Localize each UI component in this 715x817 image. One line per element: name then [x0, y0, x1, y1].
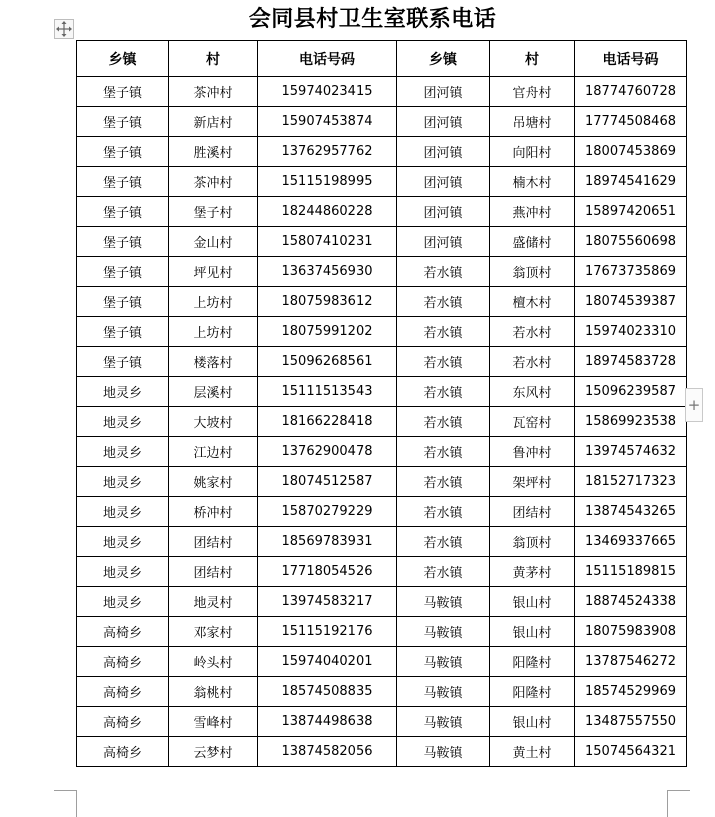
cell-phone: 17718054526: [258, 557, 397, 587]
page-margin-corner-left: [54, 790, 77, 817]
cell-village: 地灵村: [169, 587, 258, 617]
cell-township: 地灵乡: [77, 437, 169, 467]
cell-township: 马鞍镇: [397, 737, 490, 767]
cell-township: 堡子镇: [77, 227, 169, 257]
cell-village: 黄茅村: [490, 557, 575, 587]
header-village: 村: [169, 41, 258, 77]
cell-village: 银山村: [490, 617, 575, 647]
cell-phone: 15897420651: [575, 197, 687, 227]
cell-village: 若水村: [490, 317, 575, 347]
cell-village: 雪峰村: [169, 707, 258, 737]
cell-village: 翁桃村: [169, 677, 258, 707]
cell-village: 云梦村: [169, 737, 258, 767]
cell-township: 若水镇: [397, 347, 490, 377]
cell-township: 团河镇: [397, 227, 490, 257]
cell-phone: 15115192176: [258, 617, 397, 647]
table-row: [77, 467, 687, 497]
cell-village: 邓家村: [169, 617, 258, 647]
header-township: 乡镇: [397, 41, 490, 77]
cell-village: 若水村: [490, 347, 575, 377]
cell-phone: 13874582056: [258, 737, 397, 767]
table-row: [77, 227, 687, 257]
table-row: [77, 287, 687, 317]
cell-phone: 13874498638: [258, 707, 397, 737]
cell-township: 堡子镇: [77, 167, 169, 197]
cell-village: 大坡村: [169, 407, 258, 437]
cell-phone: 18569783931: [258, 527, 397, 557]
cell-phone: 18074512587: [258, 467, 397, 497]
cell-village: 胜溪村: [169, 137, 258, 167]
table-row: [77, 527, 687, 557]
cell-phone: 18007453869: [575, 137, 687, 167]
cell-phone: 17774508468: [575, 107, 687, 137]
cell-township: 堡子镇: [77, 107, 169, 137]
cell-village: 瓦窑村: [490, 407, 575, 437]
contact-table: [76, 40, 687, 767]
table-row: [77, 347, 687, 377]
table-row: [77, 557, 687, 587]
cell-phone: 15870279229: [258, 497, 397, 527]
cell-phone: 15096268561: [258, 347, 397, 377]
table-row: [77, 737, 687, 767]
cell-phone: 18574529969: [575, 677, 687, 707]
cell-township: 若水镇: [397, 527, 490, 557]
cell-township: 马鞍镇: [397, 647, 490, 677]
cell-village: 银山村: [490, 587, 575, 617]
cell-village: 岭头村: [169, 647, 258, 677]
table-row: [77, 137, 687, 167]
cell-phone: 15869923538: [575, 407, 687, 437]
cell-township: 地灵乡: [77, 467, 169, 497]
cell-phone: 18075560698: [575, 227, 687, 257]
cell-village: 鲁冲村: [490, 437, 575, 467]
cell-phone: 15115198995: [258, 167, 397, 197]
cell-township: 若水镇: [397, 317, 490, 347]
cell-township: 马鞍镇: [397, 617, 490, 647]
cell-village: 楼落村: [169, 347, 258, 377]
cell-phone: 18974541629: [575, 167, 687, 197]
cell-township: 若水镇: [397, 467, 490, 497]
table-header-row: [77, 41, 687, 77]
cell-village: 阳隆村: [490, 677, 575, 707]
cell-township: 高椅乡: [77, 647, 169, 677]
table-row: [77, 587, 687, 617]
table-row: [77, 617, 687, 647]
table-row: [77, 257, 687, 287]
table-row: [77, 437, 687, 467]
cell-phone: 17673735869: [575, 257, 687, 287]
cell-village: 上坊村: [169, 317, 258, 347]
cell-village: 东风村: [490, 377, 575, 407]
table-row: [77, 707, 687, 737]
cell-township: 高椅乡: [77, 737, 169, 767]
cell-township: 若水镇: [397, 257, 490, 287]
table-row: [77, 77, 687, 107]
cell-village: 团结村: [169, 557, 258, 587]
header-phone: 电话号码: [575, 41, 687, 77]
header-phone: 电话号码: [258, 41, 397, 77]
cell-township: 若水镇: [397, 557, 490, 587]
cell-township: 若水镇: [397, 377, 490, 407]
cell-phone: 18075983908: [575, 617, 687, 647]
cell-phone: 13637456930: [258, 257, 397, 287]
cell-township: 若水镇: [397, 437, 490, 467]
cell-village: 吊塘村: [490, 107, 575, 137]
plus-icon: +: [687, 396, 701, 414]
cell-township: 若水镇: [397, 407, 490, 437]
table-row: [77, 677, 687, 707]
cell-village: 堡子村: [169, 197, 258, 227]
header-village: 村: [490, 41, 575, 77]
cell-phone: 18774760728: [575, 77, 687, 107]
cell-phone: 18075991202: [258, 317, 397, 347]
cell-township: 马鞍镇: [397, 677, 490, 707]
cell-phone: 18974583728: [575, 347, 687, 377]
document-title: 会同县村卫生室联系电话: [248, 7, 497, 32]
table-row: [77, 497, 687, 527]
cell-phone: 15807410231: [258, 227, 397, 257]
cell-phone: 13487557550: [575, 707, 687, 737]
cell-phone: 13469337665: [575, 527, 687, 557]
cell-phone: 15907453874: [258, 107, 397, 137]
cell-township: 堡子镇: [77, 77, 169, 107]
cell-phone: 13762900478: [258, 437, 397, 467]
cell-township: 高椅乡: [77, 707, 169, 737]
cell-township: 团河镇: [397, 197, 490, 227]
table-row: [77, 377, 687, 407]
cell-township: 团河镇: [397, 107, 490, 137]
cell-township: 地灵乡: [77, 587, 169, 617]
cell-township: 堡子镇: [77, 197, 169, 227]
cell-village: 燕冲村: [490, 197, 575, 227]
cell-village: 坪见村: [169, 257, 258, 287]
cell-village: 上坊村: [169, 287, 258, 317]
cell-township: 堡子镇: [77, 317, 169, 347]
cell-village: 团结村: [169, 527, 258, 557]
cell-township: 地灵乡: [77, 407, 169, 437]
cell-phone: 18152717323: [575, 467, 687, 497]
cell-village: 茶冲村: [169, 77, 258, 107]
table-row: [77, 317, 687, 347]
table-row: [77, 647, 687, 677]
cell-township: 地灵乡: [77, 557, 169, 587]
header-township: 乡镇: [77, 41, 169, 77]
cell-township: 高椅乡: [77, 617, 169, 647]
cell-phone: 18166228418: [258, 407, 397, 437]
cell-village: 架坪村: [490, 467, 575, 497]
cell-village: 檀木村: [490, 287, 575, 317]
cell-phone: 18075983612: [258, 287, 397, 317]
cell-phone: 18574508835: [258, 677, 397, 707]
cell-phone: 15096239587: [575, 377, 687, 407]
cell-township: 堡子镇: [77, 257, 169, 287]
add-row-button[interactable]: [685, 388, 703, 422]
cell-phone: 15115189815: [575, 557, 687, 587]
cell-village: 桥冲村: [169, 497, 258, 527]
cell-village: 黄土村: [490, 737, 575, 767]
cell-township: 若水镇: [397, 287, 490, 317]
cell-phone: 18874524338: [575, 587, 687, 617]
cell-village: 阳隆村: [490, 647, 575, 677]
cell-village: 银山村: [490, 707, 575, 737]
cell-village: 新店村: [169, 107, 258, 137]
cell-village: 盛储村: [490, 227, 575, 257]
table-row: [77, 167, 687, 197]
cell-village: 翁顶村: [490, 527, 575, 557]
cell-village: 茶冲村: [169, 167, 258, 197]
table-row: [77, 107, 687, 137]
cell-township: 堡子镇: [77, 287, 169, 317]
cell-township: 高椅乡: [77, 677, 169, 707]
cell-phone: 13874543265: [575, 497, 687, 527]
cell-village: 姚家村: [169, 467, 258, 497]
cell-township: 马鞍镇: [397, 707, 490, 737]
cell-village: 官舟村: [490, 77, 575, 107]
cell-township: 地灵乡: [77, 377, 169, 407]
cell-township: 堡子镇: [77, 347, 169, 377]
cell-township: 团河镇: [397, 137, 490, 167]
table-row: [77, 407, 687, 437]
cell-village: 翁顶村: [490, 257, 575, 287]
cell-township: 地灵乡: [77, 527, 169, 557]
cell-phone: 13787546272: [575, 647, 687, 677]
cell-phone: 18244860228: [258, 197, 397, 227]
cell-phone: 13974574632: [575, 437, 687, 467]
cell-township: 若水镇: [397, 497, 490, 527]
cell-village: 江边村: [169, 437, 258, 467]
cell-phone: 15974040201: [258, 647, 397, 677]
cell-village: 金山村: [169, 227, 258, 257]
cell-phone: 15111513543: [258, 377, 397, 407]
cell-phone: 13974583217: [258, 587, 397, 617]
cell-township: 堡子镇: [77, 137, 169, 167]
cell-township: 团河镇: [397, 77, 490, 107]
cell-village: 层溪村: [169, 377, 258, 407]
cell-village: 向阳村: [490, 137, 575, 167]
cell-phone: 15974023415: [258, 77, 397, 107]
page-margin-corner-right: [667, 790, 690, 817]
cell-phone: 15074564321: [575, 737, 687, 767]
cell-township: 马鞍镇: [397, 587, 490, 617]
cell-village: 楠木村: [490, 167, 575, 197]
cell-phone: 18074539387: [575, 287, 687, 317]
cell-township: 团河镇: [397, 167, 490, 197]
table-row: [77, 197, 687, 227]
cell-village: 团结村: [490, 497, 575, 527]
cell-township: 地灵乡: [77, 497, 169, 527]
cell-phone: 13762957762: [258, 137, 397, 167]
cell-phone: 15974023310: [575, 317, 687, 347]
table-body: [77, 77, 687, 767]
